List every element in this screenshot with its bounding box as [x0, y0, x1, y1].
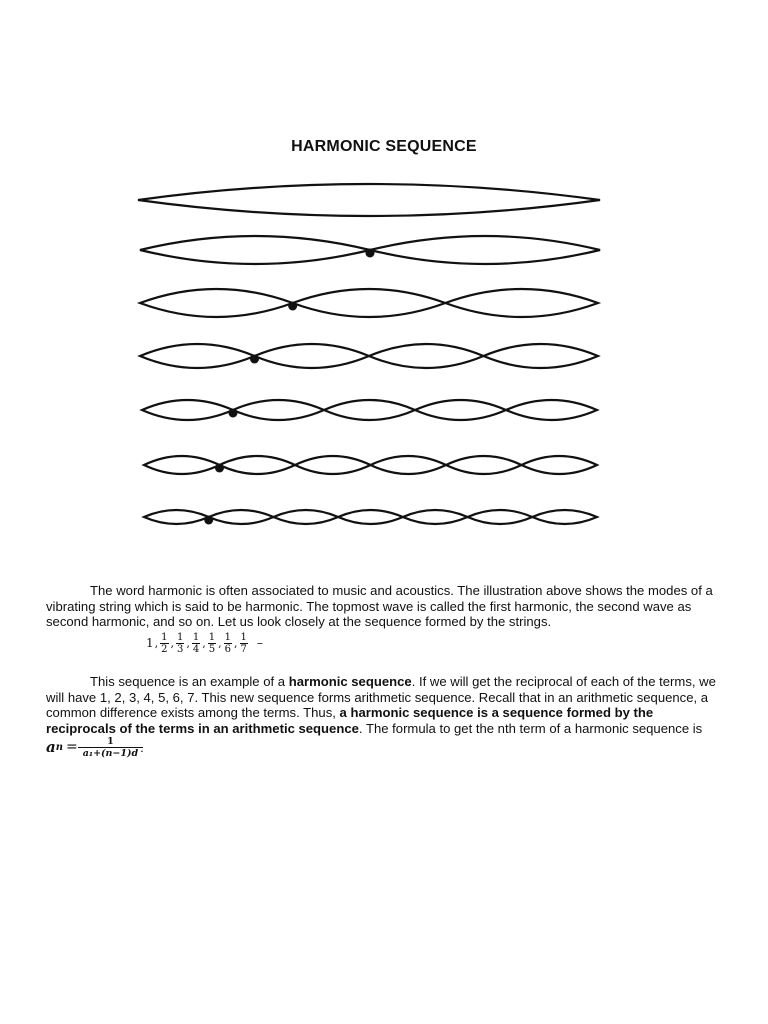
sequence-term-fraction: $\frac{1}{6}$: [224, 631, 232, 655]
harmonic-sequence-definition: a harmonic sequence is a sequence formed by the reciprocals of the terms in an arithmetic sequence: [46, 705, 654, 736]
node-dot: [204, 516, 213, 525]
sequence-separator: ,: [234, 636, 238, 650]
wave-loop: [370, 236, 600, 264]
definition-text-1: This sequence is an example of a: [90, 674, 289, 689]
definition-paragraph: [46, 674, 722, 759]
formula-fraction: [81, 736, 140, 759]
wave-loop: [142, 400, 233, 420]
wave-loop: [324, 400, 415, 420]
wave-loop: [273, 510, 338, 524]
intro-paragraph-text: The word harmonic is often associated to music and acoustics. The illustration above shows the modes of a vibrating string which is said to be harmonic. The topmost wave is called the first harmonic, the second wave as second harmonic, and so on. Let us look closely at the sequence formed by the strings.: [46, 583, 713, 629]
formula-lhs-subscript: n: [55, 741, 64, 753]
intro-paragraph: [46, 583, 722, 630]
harmonic-sequence-expression: [146, 628, 263, 658]
wave-loop: [138, 184, 600, 216]
sequence-term-fraction: $\frac{1}{7}$: [240, 631, 247, 655]
sequence-separator: ,: [154, 636, 159, 650]
wave-loop: [369, 344, 484, 368]
page-title: HARMONIC SEQUENCE: [291, 138, 477, 155]
sequence-first-term: 1: [146, 636, 154, 650]
definition-text-3: . The formula to get the nth term of a harmonic sequence is: [358, 720, 703, 736]
wave-loop: [506, 400, 597, 420]
wave-loop: [445, 289, 598, 317]
sequence-term-fraction: $\frac{1}{4}$: [192, 631, 200, 655]
wave-loop: [338, 510, 403, 524]
sequence-term-fraction: $\frac{1}{3}$: [177, 631, 184, 655]
formula-trail: .: [140, 739, 144, 755]
formula-denominator: a₁+(n−1)d: [82, 748, 139, 759]
sequence-separator: ,: [202, 636, 206, 650]
wave-loop: [484, 344, 599, 368]
sequence-separator: ,: [218, 636, 222, 650]
sequence-term-fraction: $\frac{1}{5}$: [208, 631, 216, 655]
harmonic-string-7: [144, 510, 597, 525]
harmonic-string-2: [140, 236, 600, 264]
node-dot: [288, 302, 297, 311]
wave-loop: [209, 510, 274, 524]
formula-numerator: 1: [78, 736, 143, 748]
harmonic-string-1: [138, 184, 600, 216]
harmonic-sequence-term: harmonic sequence: [288, 674, 412, 689]
harmonic-string-3: [140, 289, 598, 317]
node-dot: [366, 249, 375, 258]
wave-loop: [532, 510, 597, 524]
wave-loop: [233, 400, 324, 420]
wave-loop: [403, 510, 468, 524]
wave-loop: [371, 456, 447, 474]
formula-equals: =: [66, 738, 78, 755]
wave-loop: [468, 510, 533, 524]
sequence-separator: ,: [186, 636, 190, 650]
node-dot: [250, 355, 259, 364]
node-dot: [215, 464, 224, 473]
wave-loop: [220, 456, 296, 474]
wave-loop: [415, 400, 506, 420]
nth-term-formula: [46, 736, 144, 759]
sequence-trail: –: [256, 636, 263, 650]
wave-loop: [522, 456, 598, 474]
wave-loop: [140, 236, 370, 264]
wave-loop: [144, 456, 220, 474]
sequence-separator: ,: [170, 636, 175, 650]
node-dot: [229, 409, 238, 418]
definition-text-2: . If we will get the reciprocal of each of the terms, we will have 1, 2, 3, 4, 5, 6, 7. This new sequence forms arithmetic sequence. Recall that in an arithmetic sequence, a common difference exists among the terms. Thus,: [46, 674, 716, 720]
sequence-term-fraction: $\frac{1}{2}$: [161, 631, 168, 655]
wave-loop: [446, 456, 522, 474]
wave-loop: [295, 456, 371, 474]
harmonic-string-4: [140, 344, 598, 368]
wave-loop: [255, 344, 370, 368]
harmonic-string-5: [142, 400, 597, 420]
wave-loop: [293, 289, 446, 317]
wave-loop: [144, 510, 209, 524]
wave-loop: [140, 344, 255, 368]
harmonic-string-6: [144, 456, 597, 474]
wave-loop: [140, 289, 293, 317]
formula-lhs: a: [46, 737, 56, 756]
